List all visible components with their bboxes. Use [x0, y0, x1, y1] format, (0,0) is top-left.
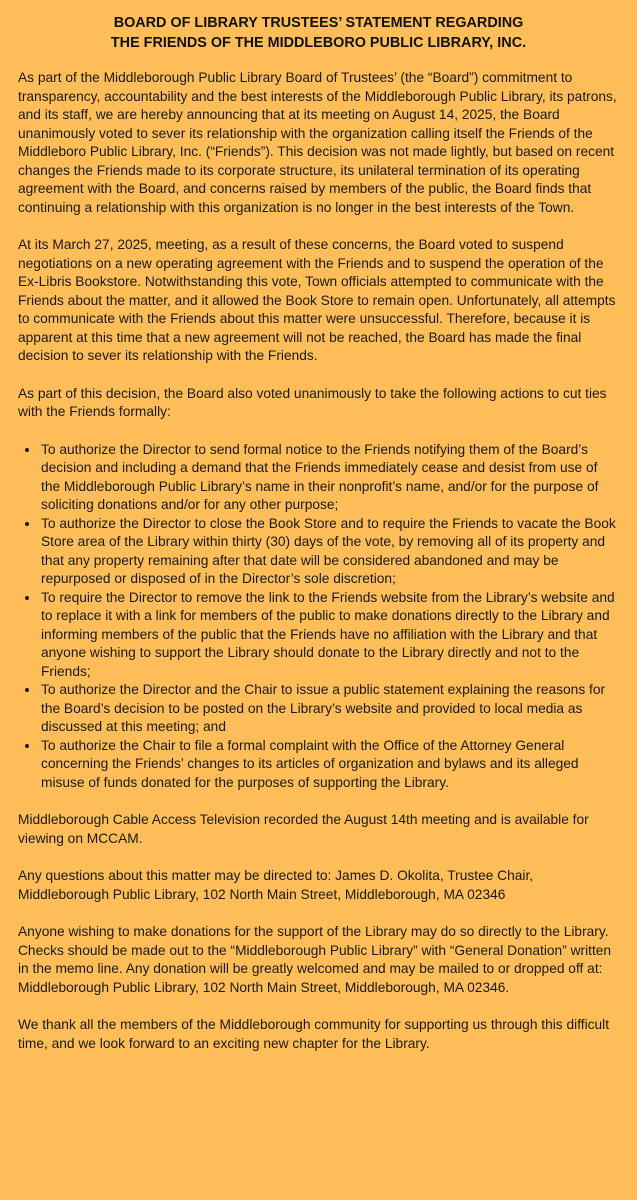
statement-title [18, 13, 619, 53]
paragraph-recording: Middleborough Cable Access Television recorded the August 14th meeting and is available for viewing on MCCAM. [18, 812, 589, 846]
action-item-complaint: • To authorize the Chair to file a formal complaint with the Office of the Attorney General concerning the Friends’ changes to its articles of organization and bylaws and its alleged misuse of funds donated for the purposes of supporting the Library. [40, 737, 619, 793]
paragraph-donations: Anyone wishing to make donations for the support of the Library may do so directly to the Library. Checks should be made out to the “Middleborough Public Library” with “General Donation” written in the memo line. Any donation will be greatly welcomed and may be mailed to or dropped off at: Middleborough Public Library, 102 North Main Street, Middleborough, MA 02346. [18, 924, 612, 995]
action-item-bookstore: • To authorize the Director to close the Book Store and to require the Friends to vacate the Book Store area of the Library within thirty (30) days of the vote, by removing all of its property and that any property remaining after that date will be considered abandoned and may be repurposed or disposed of in the Director’s sole discretion; [40, 515, 619, 589]
paragraph-actions-intro: As part of this decision, the Board also voted unanimously to take the following actions to cut ties with the Friends formally: [18, 385, 607, 419]
action-item-website-link: • To require the Director to remove the link to the Friends website from the Library’s website and to replace it with a link for members of the public to make donations directly to the Library and informing members of the public that the Friends have no affiliation with the Library and that anyone wishing to support the Library should donate to the Library directly and not to the Friends; [40, 589, 619, 682]
action-item-notice: • To authorize the Director to send formal notice to the Friends notifying them of the Board’s decision and including a demand that the Friends immediately cease and desist from use of the Middleborough Public Library’s name in their nonprofit’s name, and/or for the purpose of soliciting donations and/or for any other purpose; [40, 441, 619, 515]
paragraph-decision: As part of the Middleborough Public Library Board of Trustees’ (the “Board”) commitment to transparency, accountability and the best interests of the Middleborough Public Library, its patrons, and its staff, we are hereby announcing that at its meeting on August 14, 2025, the Board unanimously voted to sever its relationship with the organization calling itself the Friends of the Middleboro Public Library, Inc. (“Friends”). This decision was not made lightly, but based on recent changes the Friends made to its corporate structure, its unilateral termination of its operating agreement with the Board, and concerns raised by members of the public, the Board finds that continuing a relationship with this organization is no longer in the best interests of the Town. [18, 70, 617, 215]
action-item-public-statement: • To authorize the Director and the Chair to issue a public statement explaining the reasons for the Board’s decision to be posted on the Library’s website and provided to local media as discussed at this meeting; and [40, 681, 619, 737]
actions-list [18, 441, 619, 793]
paragraph-background: At its March 27, 2025, meeting, as a result of these concerns, the Board voted to suspend negotiations on a new operating agreement with the Friends and to suspend the operation of the Ex-Libris Bookstore. Notwithstanding this vote, Town officials attempted to communicate with the Friends about the matter, and it allowed the Book Store to remain open. Unfortunately, all attempts to communicate with the Friends about this matter were unsuccessful. Therefore, because it is apparent at this time that a new agreement will not be reached, the Board has made the final decision to sever its relationship with the Friends. [18, 237, 616, 363]
paragraph-contact: Any questions about this matter may be directed to: James D. Okolita, Trustee Chair, Middleborough Public Library, 102 North Main Street, Middleborough, MA 02346 [18, 868, 534, 902]
title-line-1: BOARD OF LIBRARY TRUSTEES’ STATEMENT REGARDING [113, 15, 524, 31]
title-line-2: THE FRIENDS OF THE MIDDLEBORO PUBLIC LIBRARY, INC. [110, 35, 527, 51]
paragraph-thanks: We thank all the members of the Middleborough community for supporting us through this difficult time, and we look forward to an exciting new chapter for the Library. [18, 1017, 610, 1051]
